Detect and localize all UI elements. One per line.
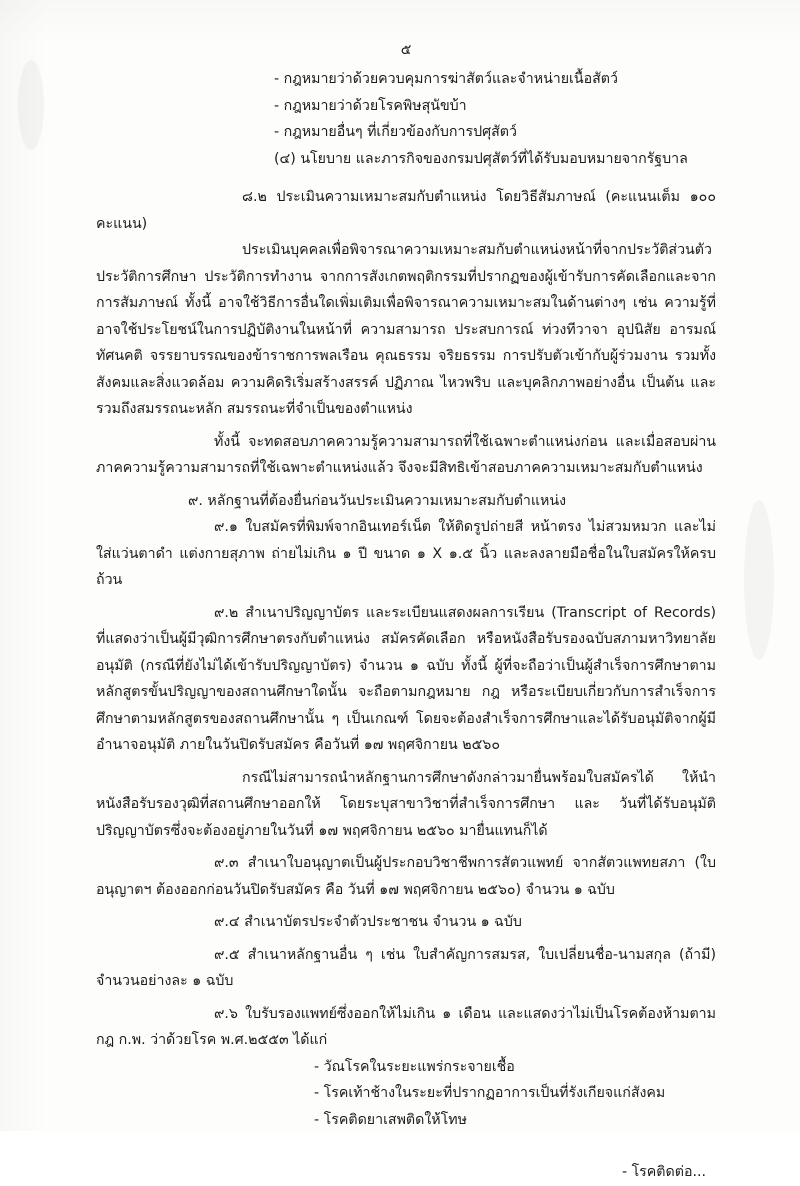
section-9-2-note: กรณีไม่สามารถนำหลักฐานการศึกษาดังกล่าวมายื่นพร้อมใบสมัครได้ ให้นำหนังสือรับรองวุฒิที่สถานศึกษาออกให้ โดยระบุสาขาวิชาที่สำเร็จการศึกษา และ วันที่ได้รับอนุมัติปริญญาบัตรซึ่งจะต้องอยู่ภายในวันที่ ๑๗ พฤศจิกายน ๒๕๖๐ มายื่นแทนก็ได้ (96, 769, 716, 839)
list-item: - กฎหมายอื่นๆ ที่เกี่ยวข้องกับการปศุสัตว์ (274, 124, 517, 140)
section-8-2-body: ประเมินบุคคลเพื่อพิจารณาความเหมาะสมกับตำแหน่งหน้าที่จากประวัติส่วนตัว ประวัติการศึกษา ประวัติการทำงาน จากการสังเกตพฤติกรรมที่ปรากฏของผู้เข้ารับการคัดเลือกและจากการสัมภาษณ์ ทั้งนี้ อาจใช้วิธีการอื่นใดเพิ่มเติมเพื่อพิจารณาความเหมาะสมในด้านต่างๆ เช่น ความรู้ที่อาจใช้ประโยชน์ในการปฏิบัติงานในหน้าที่ ความสามารถ ประสบการณ์ ท่วงทีวาจา อุปนิสัย อารมณ์ ทัศนคติ จรรยาบรรณของข้าราชการพลเรือน คุณธรรม จริยธรรม การปรับตัวเข้ากับผู้ร่วมงาน รวมทั้งสังคมและสิ่งแวดล้อม ความคิดริเริ่มสร้างสรรค์ ปฏิภาณ ไหวพริบ และบุคลิกภาพอย่างอื่น เป็นต้น และรวมถึงสมรรถนะหลัก สมรรถนะที่จำเป็นของตำแหน่ง (96, 242, 716, 417)
list-item: - กฎหมายว่าด้วยควบคุมการฆ่าสัตว์และจำหน่ายเนื้อสัตว์ (274, 71, 618, 87)
section-9-1: ๙.๑ ใบสมัครที่พิมพ์จากอินเทอร์เน็ต ให้ติดรูปถ่ายสี หน้าตรง ไม่สวมหมวก และไม่ใส่แว่นตาดำ แต่งกายสุภาพ ถ่ายไม่เกิน ๑ ปี ขนาด ๑ X ๑.๕ นิ้ว และลงลายมือชื่อในใบสมัครให้ครบถ้วน (96, 519, 716, 588)
footer-continuation: - โรคติดต่อ... (621, 1164, 706, 1180)
document-body (96, 40, 716, 1186)
disease-list (96, 1054, 716, 1134)
policy-item: (๔) นโยบาย และภารกิจของกรมปศุสัตว์ที่ได้รับมอบหมายจากรัฐบาล (274, 150, 688, 167)
section-9-3: ๙.๓ สำเนาใบอนุญาตเป็นผู้ประกอบวิชาชีพการสัตวแพทย์ จากสัตวแพทยสภา (ใบอนุญาตฯ ต้องออกก่อนวันปิดรับสมัคร คือ วันที่ ๑๗ พฤศจิกายน ๒๕๖๐) จำนวน ๑ ฉบับ (96, 855, 716, 898)
section-9-heading: ๙. หลักฐานที่ต้องยื่นก่อนวันประเมินความเหมาะสมกับตำแหน่ง (188, 492, 567, 509)
section-9-4: ๙.๔ สำเนาบัตรประจำตัวประชาชน จำนวน ๑ ฉบับ (214, 914, 522, 930)
section-9-6: ๙.๖ ใบรับรองแพทย์ซึ่งออกให้ไม่เกิน ๑ เดือน และแสดงว่าไม่เป็นโรคต้องห้ามตามกฎ ก.พ. ว่าด้วยโรค พ.ศ.๒๕๕๓ ได้แก่ (96, 1005, 716, 1048)
list-item: - โรคเท้าช้างในระยะที่ปรากฏอาการเป็นที่รังเกียจแก่สังคม (314, 1085, 666, 1101)
page-number: ๕ (400, 42, 412, 58)
section-8-2-note: ทั้งนี้ จะทดสอบภาคความรู้ความสามารถที่ใช้เฉพาะตำแหน่งก่อน และเมื่อสอบผ่านภาคความรู้ความสามารถที่ใช้เฉพาะตำแหน่งแล้ว จึงจะมีสิทธิเข้าสอบภาคความเหมาะสมกับตำแหน่ง (96, 433, 716, 476)
list-item: - วัณโรคในระยะแพร่กระจายเชื้อ (314, 1058, 515, 1075)
list-item: - กฎหมายว่าด้วยโรคพิษสุนัขบ้า (274, 97, 467, 114)
section-9-5: ๙.๕ สำเนาหลักฐานอื่น ๆ เช่น ใบสำคัญการสมรส, ใบเปลี่ยนชื่อ-นามสกุล (ถ้ามี) จำนวนอย่างละ ๑ ฉบับ (96, 946, 716, 989)
list-item: - โรคติดยาเสพติดให้โทษ (314, 1111, 467, 1128)
section-8-2-heading: ๘.๒ ประเมินความเหมาะสมกับตำแหน่ง โดยวิธีสัมภาษณ์ (คะแนนเต็ม ๑๐๐ คะแนน) (96, 189, 716, 232)
section-9-2: ๙.๒ สำเนาปริญญาบัตร และระเบียนแสดงผลการเรียน (Transcript of Records) ที่แสดงว่าเป็นผู้มีวุฒิการศึกษาตรงกับตำแหน่ง สมัครคัดเลือก หรือหนังสือรับรองฉบับสภามหาวิทยาลัยอนุมัติ (กรณีที่ยังไม่ได้เข้ารับปริญญาบัตร) จำนวน ๑ ฉบับ ทั้งนี้ ผู้ที่จะถือว่าเป็นผู้สำเร็จการศึกษาตามหลักสูตรขั้นปริญญาของสถานศึกษาใดนั้น จะถือตามกฎหมาย กฎ หรือระเบียบเกี่ยวกับการสำเร็จการศึกษาตามหลักสูตรของสถานศึกษานั้น ๆ เป็นเกณฑ์ โดยจะต้องสำเร็จการศึกษาและได้รับอนุมัติจากผู้มีอำนาจอนุมัติ ภายในวันปิดรับสมัคร คือวันที่ ๑๗ พฤศจิกายน ๒๕๖๐ (96, 604, 716, 753)
